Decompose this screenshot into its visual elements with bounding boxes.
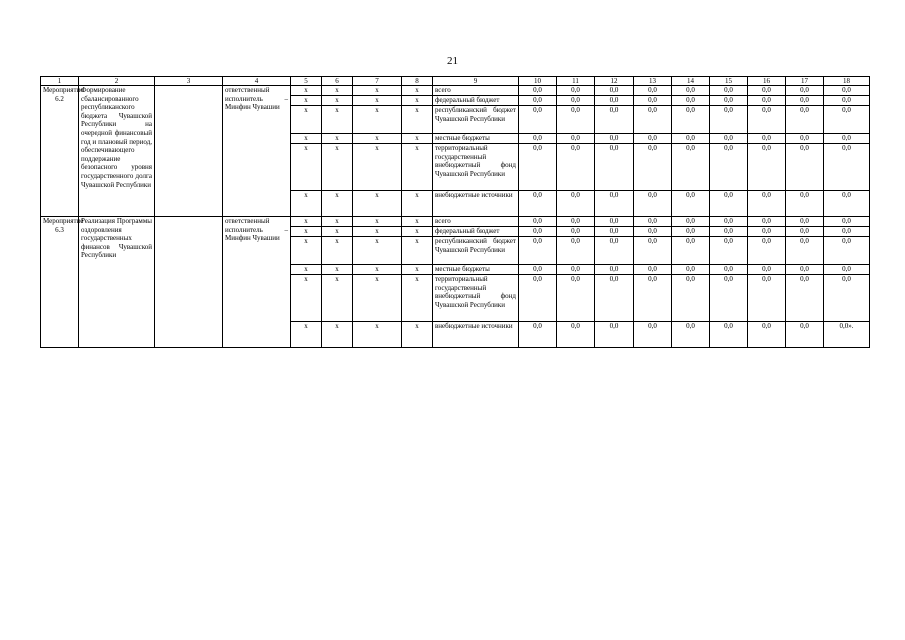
funding-value: 0,0: [634, 275, 672, 322]
funding-value: 0,0: [672, 134, 710, 144]
column-number-header-row: [41, 77, 870, 86]
table-row: [41, 86, 870, 96]
budget-code-cell: x: [322, 96, 353, 106]
column-number-header: 1: [41, 77, 79, 86]
funding-value: 0,0: [824, 265, 870, 275]
funding-value: 0,0: [595, 322, 634, 348]
budget-code-cell: x: [291, 217, 322, 227]
measure-executor: ответственный исполнитель – Минфин Чувашии: [223, 86, 291, 217]
funding-source: внебюджетные источники: [433, 191, 519, 217]
funding-value: 0,0: [595, 217, 634, 227]
budget-code-cell: x: [402, 144, 433, 191]
funding-value: 0,0: [672, 106, 710, 134]
funding-source: местные бюджеты: [433, 134, 519, 144]
column-number-header: 8: [402, 77, 433, 86]
funding-value: 0,0: [672, 217, 710, 227]
funding-table: [40, 76, 870, 348]
measure-column-3: [155, 217, 223, 348]
funding-value: 0,0: [557, 191, 595, 217]
funding-value: 0,0: [748, 265, 786, 275]
funding-source: всего: [433, 217, 519, 227]
measure-name: Реализация Программы оздоровления государственных финансов Чувашской Республики: [79, 217, 155, 348]
column-number-header: 15: [710, 77, 748, 86]
funding-value: 0,0: [519, 237, 557, 265]
funding-value: 0,0: [824, 275, 870, 322]
measure-code: Мероприятие 6.2: [41, 86, 79, 217]
funding-value: 0,0: [557, 144, 595, 191]
funding-source: внебюджетные источники: [433, 322, 519, 348]
funding-value: 0,0: [595, 144, 634, 191]
funding-value: 0,0: [634, 144, 672, 191]
budget-code-cell: x: [291, 265, 322, 275]
budget-code-cell: x: [291, 237, 322, 265]
funding-value: 0,0: [557, 227, 595, 237]
funding-value: 0,0: [824, 237, 870, 265]
funding-value: 0,0: [786, 322, 824, 348]
funding-value: 0,0: [672, 227, 710, 237]
funding-value: 0,0: [634, 191, 672, 217]
funding-value: 0,0: [557, 96, 595, 106]
funding-value: 0,0: [824, 86, 870, 96]
budget-code-cell: x: [353, 275, 402, 322]
column-number-header: 5: [291, 77, 322, 86]
funding-value: 0,0: [672, 322, 710, 348]
funding-value: 0,0: [595, 227, 634, 237]
funding-value: 0,0: [672, 237, 710, 265]
column-number-header: 13: [634, 77, 672, 86]
funding-value: 0,0: [557, 322, 595, 348]
budget-code-cell: x: [353, 237, 402, 265]
funding-value: 0,0: [824, 191, 870, 217]
budget-code-cell: x: [322, 191, 353, 217]
column-number-header: 11: [557, 77, 595, 86]
funding-value: 0,0: [710, 322, 748, 348]
column-number-header: 2: [79, 77, 155, 86]
funding-value: 0,0: [710, 275, 748, 322]
budget-code-cell: x: [402, 217, 433, 227]
measure-executor: ответственный исполнитель – Минфин Чувашии: [223, 217, 291, 348]
budget-code-cell: x: [291, 144, 322, 191]
funding-source: территориальный государственный внебюджетный фонд Чувашской Республики: [433, 144, 519, 191]
budget-code-cell: x: [402, 134, 433, 144]
budget-code-cell: x: [353, 134, 402, 144]
budget-code-cell: x: [322, 237, 353, 265]
funding-value: 0,0: [748, 144, 786, 191]
budget-code-cell: x: [291, 275, 322, 322]
table-row: [41, 217, 870, 227]
table-body: [41, 77, 870, 348]
funding-value: 0,0: [557, 275, 595, 322]
funding-value: 0,0: [595, 237, 634, 265]
funding-value: 0,0: [595, 275, 634, 322]
budget-code-cell: x: [291, 106, 322, 134]
funding-value: 0,0: [595, 106, 634, 134]
funding-value: 0,0: [710, 237, 748, 265]
funding-value: 0,0: [824, 134, 870, 144]
funding-value: 0,0: [634, 96, 672, 106]
funding-value: 0,0: [710, 106, 748, 134]
measure-code: Мероприятие 6.3: [41, 217, 79, 348]
funding-value: 0,0: [595, 134, 634, 144]
column-number-header: 17: [786, 77, 824, 86]
funding-value: 0,0: [557, 265, 595, 275]
funding-value: 0,0: [519, 86, 557, 96]
budget-code-cell: x: [353, 322, 402, 348]
funding-value: 0,0: [519, 275, 557, 322]
column-number-header: 9: [433, 77, 519, 86]
funding-value: 0,0: [672, 144, 710, 191]
funding-value: 0,0: [824, 96, 870, 106]
budget-code-cell: x: [291, 322, 322, 348]
funding-value: 0,0: [786, 191, 824, 217]
budget-code-cell: x: [291, 134, 322, 144]
funding-value: 0,0: [710, 144, 748, 191]
funding-value: 0,0: [786, 144, 824, 191]
funding-value: 0,0: [710, 217, 748, 227]
funding-value: 0,0: [710, 191, 748, 217]
budget-code-cell: x: [322, 217, 353, 227]
funding-value: 0,0: [634, 322, 672, 348]
budget-code-cell: x: [322, 322, 353, 348]
funding-value: 0,0: [710, 265, 748, 275]
funding-value: 0,0: [786, 275, 824, 322]
page-number: 21: [447, 55, 458, 67]
budget-code-cell: x: [322, 134, 353, 144]
funding-value: 0,0: [710, 86, 748, 96]
measure-name: Формирование сбалансированного республиканского бюджета Чувашской Республики на очередной финансовый год и плановый период, обеспечивающего поддержание безопасного уровня государственного долга Чувашской Республики: [79, 86, 155, 217]
funding-value: 0,0: [786, 86, 824, 96]
funding-value: 0,0: [786, 217, 824, 227]
funding-value: 0,0: [824, 144, 870, 191]
column-number-header: 4: [223, 77, 291, 86]
budget-code-cell: x: [402, 322, 433, 348]
funding-value: 0,0: [786, 237, 824, 265]
column-number-header: 3: [155, 77, 223, 86]
funding-value: 0,0: [557, 106, 595, 134]
funding-source: местные бюджеты: [433, 265, 519, 275]
funding-value: 0,0: [519, 106, 557, 134]
budget-code-cell: x: [402, 191, 433, 217]
funding-value: 0,0: [748, 217, 786, 227]
measure-column-3: [155, 86, 223, 217]
funding-value: 0,0: [672, 265, 710, 275]
funding-value: 0,0: [824, 227, 870, 237]
funding-value: 0,0: [748, 237, 786, 265]
funding-value: 0,0: [519, 144, 557, 191]
funding-value: 0,0: [748, 275, 786, 322]
budget-code-cell: x: [291, 191, 322, 217]
funding-value: 0,0: [519, 227, 557, 237]
funding-value: 0,0: [557, 86, 595, 96]
column-number-header: 14: [672, 77, 710, 86]
funding-value: 0,0: [672, 86, 710, 96]
funding-value: 0,0: [748, 322, 786, 348]
budget-code-cell: x: [402, 237, 433, 265]
budget-code-cell: x: [353, 106, 402, 134]
funding-value: 0,0: [634, 237, 672, 265]
funding-value: 0,0: [634, 106, 672, 134]
budget-code-cell: x: [353, 191, 402, 217]
funding-value: 0,0: [786, 106, 824, 134]
funding-value: 0,0: [748, 96, 786, 106]
budget-code-cell: x: [291, 86, 322, 96]
funding-value: 0,0: [786, 227, 824, 237]
column-number-header: 7: [353, 77, 402, 86]
funding-value: 0,0: [595, 191, 634, 217]
budget-code-cell: x: [291, 227, 322, 237]
funding-value: 0,0: [557, 237, 595, 265]
funding-value: 0,0: [748, 134, 786, 144]
column-number-header: 16: [748, 77, 786, 86]
budget-code-cell: x: [353, 144, 402, 191]
funding-source: территориальный государственный внебюджетный фонд Чувашской Республики: [433, 275, 519, 322]
funding-value: 0,0: [519, 191, 557, 217]
funding-value: 0,0: [595, 265, 634, 275]
funding-value: 0,0: [519, 217, 557, 227]
funding-value: 0,0: [634, 265, 672, 275]
budget-code-cell: x: [402, 86, 433, 96]
funding-source: федеральный бюджет: [433, 96, 519, 106]
funding-value: 0,0: [672, 96, 710, 106]
funding-value: 0,0: [786, 134, 824, 144]
column-number-header: 10: [519, 77, 557, 86]
funding-source: республиканский бюджет Чувашской Республики: [433, 106, 519, 134]
budget-code-cell: x: [353, 265, 402, 275]
funding-value: 0,0: [748, 227, 786, 237]
funding-source: республиканский бюджет Чувашской Республики: [433, 237, 519, 265]
budget-code-cell: x: [353, 217, 402, 227]
funding-value: 0,0: [824, 217, 870, 227]
budget-code-cell: x: [322, 275, 353, 322]
funding-source: всего: [433, 86, 519, 96]
funding-value: 0,0: [519, 96, 557, 106]
budget-code-cell: x: [402, 227, 433, 237]
budget-code-cell: x: [322, 86, 353, 96]
funding-value: 0,0: [557, 134, 595, 144]
funding-value: 0,0: [519, 134, 557, 144]
funding-value: 0,0: [672, 191, 710, 217]
budget-code-cell: x: [353, 96, 402, 106]
funding-source: федеральный бюджет: [433, 227, 519, 237]
budget-code-cell: x: [322, 265, 353, 275]
budget-code-cell: x: [322, 106, 353, 134]
budget-code-cell: x: [291, 96, 322, 106]
budget-code-cell: x: [402, 96, 433, 106]
funding-value: 0,0: [557, 217, 595, 227]
column-number-header: 6: [322, 77, 353, 86]
budget-code-cell: x: [322, 144, 353, 191]
funding-value: 0,0: [634, 227, 672, 237]
funding-value: 0,0: [710, 134, 748, 144]
funding-value: 0,0: [710, 227, 748, 237]
budget-code-cell: x: [402, 265, 433, 275]
funding-value: 0,0: [595, 96, 634, 106]
funding-value: 0,0: [595, 86, 634, 96]
funding-value: 0,0: [786, 265, 824, 275]
funding-value: 0,0: [824, 106, 870, 134]
funding-value: 0,0: [634, 86, 672, 96]
funding-value: 0,0: [519, 265, 557, 275]
funding-value: 0,0: [519, 322, 557, 348]
budget-code-cell: x: [353, 86, 402, 96]
funding-value: 0,0: [748, 106, 786, 134]
funding-value: 0,0».: [824, 322, 870, 348]
budget-code-cell: x: [322, 227, 353, 237]
column-number-header: 12: [595, 77, 634, 86]
funding-value: 0,0: [634, 217, 672, 227]
funding-value: 0,0: [748, 86, 786, 96]
funding-value: 0,0: [786, 96, 824, 106]
budget-code-cell: x: [402, 106, 433, 134]
funding-value: 0,0: [634, 134, 672, 144]
budget-code-cell: x: [353, 227, 402, 237]
budget-code-cell: x: [402, 275, 433, 322]
funding-value: 0,0: [710, 96, 748, 106]
column-number-header: 18: [824, 77, 870, 86]
funding-value: 0,0: [672, 275, 710, 322]
funding-value: 0,0: [748, 191, 786, 217]
